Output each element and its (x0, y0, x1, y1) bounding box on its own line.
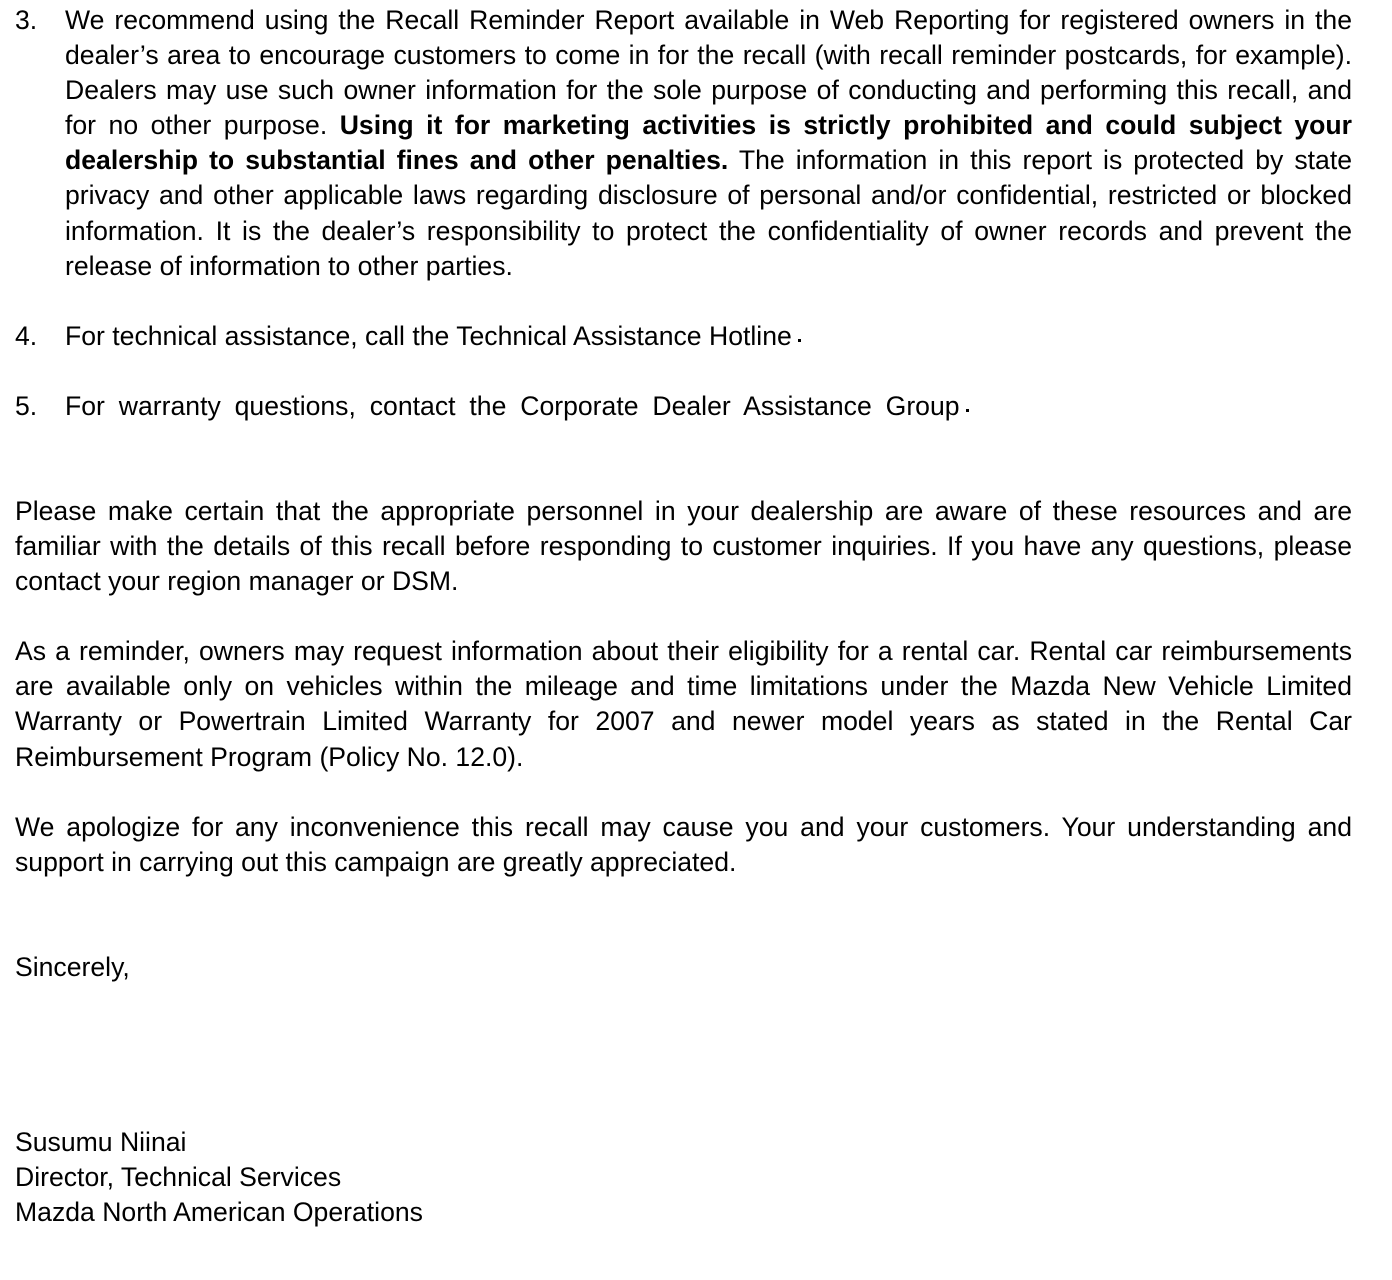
list-item-text (65, 3, 1352, 284)
list-item-text (65, 389, 1352, 424)
marketing-warning: Using it for marketing activities is strictly prohibited and could subject your dealership to substantial fines and other penalties. (65, 110, 1352, 176)
apology-paragraph: We apologize for any inconvenience this recall may cause you and your customers. Your understanding and support in carrying out this campaign are greatly appreciated. (15, 811, 1352, 877)
privacy-text: The information in this report is protected by state privacy and other applicable laws regarding disclosure of personal and/or confidential, restricted or blocked information. It is the dealer’s responsibility to protect the confidentiality of owner records and prevent the release of information to other parties. (65, 145, 1352, 281)
bullet-dot-icon (966, 409, 969, 412)
list-item-3 (15, 3, 1352, 284)
list-item-4 (15, 319, 1352, 354)
rental-paragraph: As a reminder, owners may request information about their eligibility for a rental car. Rental car reimbursements are available only on vehicles within the mileage and time limitations under the Mazda New Vehicle Limited Warranty or Powertrain Limited Warranty for 2007 and newer model years as stated in the Rental Car Reimbursement Program (Policy No. 12.0). (15, 636, 1352, 772)
list-number: 5. (15, 390, 38, 421)
warranty-questions-text: For warranty questions, contact the Corporate Dealer Assistance Group (65, 390, 960, 421)
list-number: 3. (15, 5, 38, 35)
closing: Sincerely, (15, 951, 130, 982)
list-number: 4. (15, 320, 38, 351)
signer-name: Susumu Niinai (15, 1126, 187, 1157)
recall-reminder-text: We recommend using the Recall Reminder Report available in Web Reporting for registered owners in the dealer’s area to encourage customers to come in for the recall (with recall reminder postcards, for example). Dealers may use such owner information for the sole purpose of conducting and performing this recall, and for no other purpose. (65, 5, 1352, 141)
list-item-text (65, 319, 1352, 354)
technical-assistance-text: For technical assistance, call the Technical Assistance Hotline (65, 320, 792, 351)
signer-organization: Mazda North American Operations (15, 1197, 423, 1228)
list-item-5 (15, 389, 1352, 424)
signer-title: Director, Technical Services (15, 1161, 342, 1192)
bullet-dot-icon (798, 339, 801, 342)
personnel-paragraph: Please make certain that the appropriate personnel in your dealership are aware of these resources and are familiar with the details of this recall before responding to customer inquiries. If you have any questions, please contact your region manager or DSM. (15, 495, 1352, 597)
letter-page (15, 3, 1352, 1230)
